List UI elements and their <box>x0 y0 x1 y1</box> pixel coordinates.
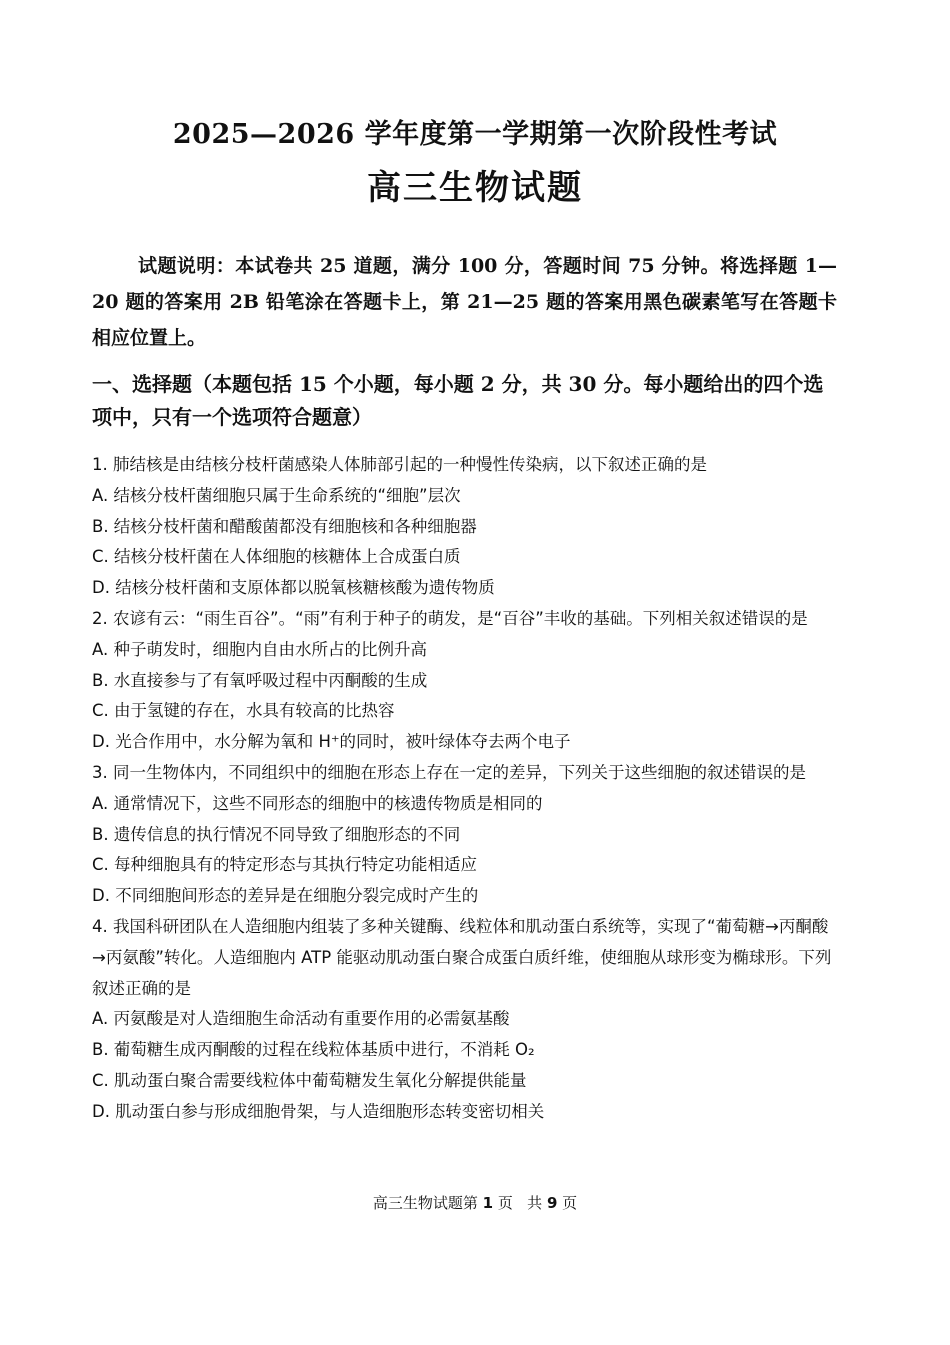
footer-total-pages: 9 <box>546 1194 558 1212</box>
question-2 <box>92 604 837 758</box>
option-a: A. 种子萌发时，细胞内自由水所占的比例升高 <box>92 639 427 659</box>
footer-total-label: 共 <box>527 1194 543 1212</box>
question-stem: 3. 同一生物体内，不同组织中的细胞在形态上存在一定的差异，下列关于这些细胞的叙述错误的是 <box>92 762 806 782</box>
footer-label: 高三生物试题第 <box>372 1194 478 1212</box>
option-c: C. 肌动蛋白聚合需要线粒体中葡萄糖发生氧化分解提供能量 <box>92 1070 527 1090</box>
question-stem: 1. 肺结核是由结核分枝杆菌感染人体肺部引起的一种慢性传染病，以下叙述正确的是 <box>92 455 707 474</box>
footer-page-unit: 页 <box>497 1194 513 1212</box>
question-stem: 2. 农谚有云：“雨生百谷”。“雨”有利于种子的萌发，是“百谷”丰收的基础。下列相关叙述错误的是 <box>92 608 808 628</box>
question-1 <box>92 450 837 604</box>
question-stem: 4. 我国科研团队在人造细胞内组装了多种关键酶、线粒体和肌动蛋白系统等，实现了“葡萄糖→丙酮酸→丙氨酸”转化。人造细胞内 ATP 能驱动肌动蛋白聚合成蛋白质纤维，使细胞从球形变为椭球形。下列叙述正确的是 <box>92 916 832 998</box>
option-c: C. 结核分枝杆菌在人体细胞的核糖体上合成蛋白质 <box>92 547 461 567</box>
exam-subtitle: 高三生物试题 <box>367 168 583 208</box>
footer-page-number: 1 <box>482 1194 494 1212</box>
section-heading: 一、选择题（本题包括 15 个小题，每小题 2 分，共 30 分。每小题给出的四个选项中，只有一个选项符合题意） <box>92 372 824 429</box>
question-4 <box>92 912 837 1128</box>
question-list <box>92 450 837 1128</box>
option-d: D. 肌动蛋白参与形成细胞骨架，与人造细胞形态转变密切相关 <box>92 1101 545 1121</box>
option-b: B. 遗传信息的执行情况不同导致了细胞形态的不同 <box>92 824 461 844</box>
footer-total-unit: 页 <box>562 1194 578 1212</box>
option-d: D. 不同细胞间形态的差异是在细胞分裂完成时产生的 <box>92 886 479 906</box>
option-a: A. 通常情况下，这些不同形态的细胞中的核遗传物质是相同的 <box>92 793 543 813</box>
exam-instructions: 试题说明：本试卷共 25 道题，满分 100 分，答题时间 75 分钟。将选择题 1—20 题的答案用 2B 铅笔涂在答题卡上，第 21—25 题的答案用黑色碳素笔写在答题卡相应位置上。 <box>92 255 837 349</box>
option-d: D. 结核分枝杆菌和支原体都以脱氧核糖核酸为遗传物质 <box>92 578 495 598</box>
option-c: C. 由于氢键的存在，水具有较高的比热容 <box>92 701 395 721</box>
option-a: A. 结核分枝杆菌细胞只属于生命系统的“细胞”层次 <box>92 485 461 505</box>
option-a: A. 丙氨酸是对人造细胞生命活动有重要作用的必需氨基酸 <box>92 1009 510 1029</box>
option-b: B. 结核分枝杆菌和醋酸菌都没有细胞核和各种细胞器 <box>92 516 477 536</box>
exam-title: 2025—2026 学年度第一学期第一次阶段性考试 <box>172 119 778 150</box>
option-b: B. 水直接参与了有氧呼吸过程中丙酮酸的生成 <box>92 670 428 690</box>
option-d: D. 光合作用中，水分解为氧和 H⁺的同时，被叶绿体夺去两个电子 <box>92 732 571 752</box>
option-b: B. 葡萄糖生成丙酮酸的过程在线粒体基质中进行，不消耗 O₂ <box>92 1040 535 1060</box>
question-3 <box>92 758 837 912</box>
page-footer <box>0 1192 950 1213</box>
option-c: C. 每种细胞具有的特定形态与其执行特定功能相适应 <box>92 855 478 875</box>
